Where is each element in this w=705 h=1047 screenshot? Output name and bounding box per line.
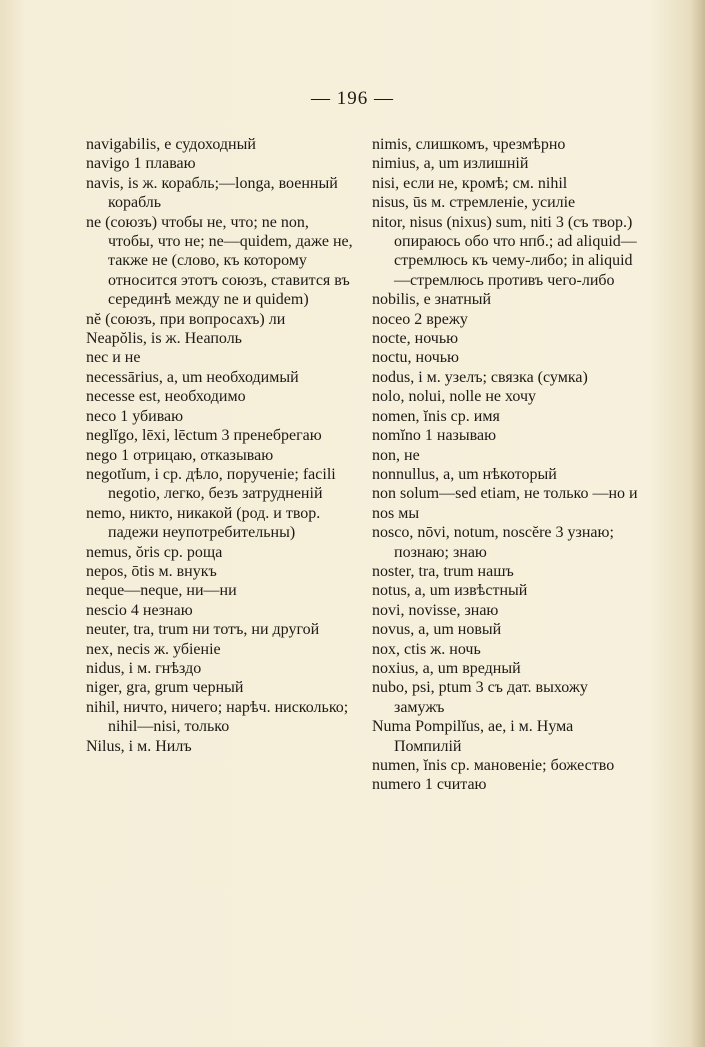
dictionary-entry: Nilus, i м. Нилъ <box>86 737 192 755</box>
dictionary-entry: novus, a, um новый <box>372 621 502 639</box>
dictionary-entry: navigabilis, e судоходный <box>86 136 256 153</box>
dictionary-entry: neglĭgo, lēxi, lēctum 3 пренебрегаю <box>86 427 322 445</box>
dictionary-entry: novi, novisse, знаю <box>372 601 499 619</box>
dictionary-entry: ne (союзъ) чтобы не, что; ne non, чтобы, что не; ne—quidem, даже не, также не (слово, къ которому относится этотъ союзъ, ставится въ серединѣ между ne и quidem) <box>86 213 353 309</box>
dictionary-entry: nimis, слишкомъ, чрезмѣрно <box>372 136 566 153</box>
dictionary-entry: non solum—sed etiam, не только —но и <box>372 485 638 503</box>
dictionary-entry: nepos, ōtis м. внукъ <box>86 562 217 580</box>
dictionary-entry: noceo 2 врежу <box>372 310 468 328</box>
dictionary-entry: nec и не <box>86 349 141 367</box>
dictionary-entry: Neapŏlis, is ж. Неаполь <box>86 330 242 348</box>
dictionary-entry: non, не <box>372 446 420 464</box>
dictionary-entry: nos мы <box>372 504 420 522</box>
dictionary-entry: nomĭno 1 называю <box>372 427 497 445</box>
dictionary-entry: Numa Pompilĭus, ae, i м. Нума Помпилій <box>372 718 574 755</box>
dictionary-entry: nocte, ночью <box>372 330 459 348</box>
right-column <box>372 135 640 795</box>
dictionary-entry: nihil, ничто, ничего; нарѣч. нисколько; nihil—nisi, только <box>86 698 349 736</box>
dictionary-entry: noster, tra, trum нашъ <box>372 562 514 580</box>
dictionary-entry: necessārius, a, um необходимый <box>86 368 299 386</box>
dictionary-entry: nego 1 отрицаю, отказываю <box>86 446 274 464</box>
dictionary-entry: neque—neque, ни—ни <box>86 582 237 600</box>
dictionary-entry: neuter, tra, trum ни тотъ, ни другой <box>86 621 320 639</box>
dictionary-entry: niger, gra, grum черный <box>86 679 244 697</box>
page-number: — 196 — <box>311 88 394 109</box>
dictionary-entry: navis, is ж. корабль;—longa, военный корабль <box>86 174 338 212</box>
dictionary-entry: nĕ (союзъ, при вопросахъ) ли <box>86 310 286 328</box>
dictionary-entry: nolo, nolui, nolle не хочу <box>372 388 537 406</box>
dictionary-entry: nimius, a, um излишній <box>372 155 529 173</box>
left-column <box>86 135 358 756</box>
dictionary-entry: nitor, nisus (nixus) sum, niti 3 (съ твор.) опираюсь обо что нпб.; ad aliquid—стремлюсь къ чему-либо; in aliquid—стремлюсь противъ чего-либо <box>372 213 637 289</box>
dictionary-entry: numen, ĭnis ср. мановеніе; божество <box>372 757 615 774</box>
dictionary-entry: nisi, если не, кромѣ; см. nihil <box>372 174 568 192</box>
dictionary-entry: nosco, nōvi, notum, noscĕre 3 узнаю; познаю; знаю <box>372 524 614 561</box>
dictionary-entry: noxius, a, um вредный <box>372 659 521 677</box>
dictionary-entry: nubo, psi, ptum 3 съ дат. выхожу замужъ <box>372 679 588 716</box>
dictionary-entry: neco 1 убиваю <box>86 407 184 425</box>
dictionary-entry: nomen, ĭnis ср. имя <box>372 407 500 425</box>
dictionary-entry: nemo, никто, никакой (род. и твор. падежи неупотребительны) <box>86 504 321 542</box>
dictionary-entry: nodus, i м. узелъ; связка (сумка) <box>372 368 588 386</box>
dictionary-entry: nonnullus, a, um нѣкоторый <box>372 465 557 483</box>
dictionary-entry: nex, necis ж. убіеніе <box>86 640 221 658</box>
dictionary-entry: nemus, ŏris ср. роща <box>86 543 223 561</box>
dictionary-entry: negotĭum, i ср. дѣло, порученіе; facili negotio, легко, безъ затрудненій <box>86 465 336 503</box>
dictionary-entry: nox, ctis ж. ночь <box>372 640 481 658</box>
dictionary-entry: navigo 1 плаваю <box>86 155 196 173</box>
dictionary-entry: nobilis, e знатный <box>372 291 492 309</box>
dictionary-entry: necesse est, необходимо <box>86 388 246 406</box>
dictionary-entry: nisus, ūs м. стремленіе, усиліе <box>372 194 576 212</box>
dictionary-entry: numero 1 считаю <box>372 776 487 794</box>
dictionary-entry: notus, a, um извѣстный <box>372 582 528 600</box>
dictionary-entry: noctu, ночью <box>372 349 459 367</box>
dictionary-entry: nescio 4 незнаю <box>86 601 193 619</box>
dictionary-entry: nidus, i м. гнѣздо <box>86 659 202 677</box>
